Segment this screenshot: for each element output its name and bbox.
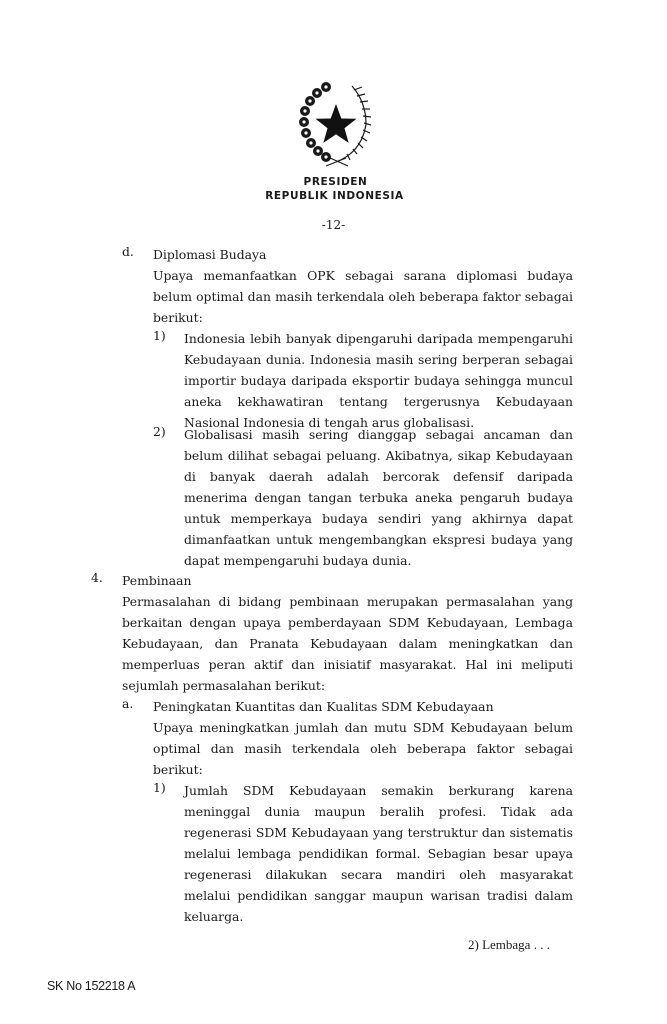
paragraph-line: berkaitan dengan upaya pemberdayaan SDM Kebudayaan, Lembaga: [122, 615, 573, 630]
presidential-star-emblem-icon: [296, 80, 376, 170]
paragraph-line: Indonesia lebih banyak dipengaruhi daripada mempengaruhi: [184, 331, 573, 346]
list-item: [184, 424, 573, 571]
paragraph-line: berikut:: [153, 310, 203, 325]
list-item-marker: 1): [153, 328, 166, 343]
paragraph-line: Kebudayaan, dan Pranata Kebudayaan dalam meningkatkan dan: [122, 636, 573, 651]
paragraph-line: belum optimal dan masih terkendala oleh beberapa faktor sebagai: [153, 289, 573, 304]
paragraph-line: Upaya meningkatkan jumlah dan mutu SDM Kebudayaan belum: [153, 720, 573, 735]
paragraph-line: memperluas peran aktif dan inisiatif masyarakat. Hal ini meliputi: [122, 657, 573, 672]
list-item: [184, 780, 573, 927]
paragraph-line: sejumlah permasalahan berikut:: [122, 678, 326, 693]
list-item-marker: 1): [153, 780, 166, 795]
document-code: SK No 152218 A: [47, 979, 136, 993]
section-4-title: Pembinaan: [122, 573, 192, 588]
paragraph-line: importir budaya daripada eksportir budaya sehingga muncul: [184, 373, 573, 388]
paragraph-line: melalui lembaga pendidikan formal. Sebagian besar upaya: [184, 846, 573, 861]
paragraph-line: melalui pendidikan sanggar maupun warisan tradisi dalam: [184, 888, 573, 903]
paragraph-line: aneka kekhawatiran tentang tergerusnya Kebudayaan: [184, 394, 573, 409]
paragraph-line: regenerasi SDM Kebudayaan yang terstruktur dan sistematis: [184, 825, 573, 840]
page-number: -12-: [321, 218, 346, 232]
paragraph-line: dimanfaatkan untuk mengembangkan ekspresi budaya yang: [184, 532, 573, 547]
subsection-a-marker: a.: [122, 696, 134, 711]
section-4: [122, 570, 573, 696]
paragraph-line: Upaya memanfaatkan OPK sebagai sarana diplomasi budaya: [153, 268, 573, 283]
list-item-marker: 2): [153, 424, 166, 439]
paragraph-line: di banyak daerah adalah bercorak defensif daripada: [184, 469, 573, 484]
section-4-marker: 4.: [91, 570, 103, 585]
paragraph-line: Jumlah SDM Kebudayaan semakin berkurang karena: [184, 783, 573, 798]
header-title-republik: REPUBLIK INDONESIA: [265, 190, 404, 202]
paragraph-line: keluarga.: [184, 909, 244, 924]
paragraph-line: belum dilihat sebagai peluang. Akibatnya, sikap Kebudayaan: [184, 448, 573, 463]
header-title-presiden: PRESIDEN: [303, 176, 368, 188]
paragraph-line: meninggal dunia maupun beralih profesi. Tidak ada: [184, 804, 573, 819]
paragraph-line: Globalisasi masih sering dianggap sebagai ancaman dan: [184, 427, 573, 442]
paragraph-line: Kebudayaan dunia. Indonesia masih sering berperan sebagai: [184, 352, 573, 367]
paragraph-line: berikut:: [153, 762, 203, 777]
paragraph-line: Nasional Indonesia di tengah arus globalisasi.: [184, 415, 475, 430]
paragraph-line: untuk memperkaya budaya sendiri yang akhirnya dapat: [184, 511, 573, 526]
paragraph-line: optimal dan masih terkendala oleh beberapa faktor sebagai: [153, 741, 573, 756]
section-d-title: Diplomasi Budaya: [153, 247, 267, 262]
section-d-marker: d.: [122, 244, 134, 259]
paragraph-line: menerima dengan tangan terbuka aneka pengaruh budaya: [184, 490, 573, 505]
list-item: [184, 328, 573, 433]
section-d: [153, 244, 573, 328]
paragraph-line: dapat mempengaruhi budaya dunia.: [184, 553, 412, 568]
subsection-a: [153, 696, 573, 780]
subsection-a-title: Peningkatan Kuantitas dan Kualitas SDM Kebudayaan: [153, 699, 494, 714]
continuation-text: 2) Lembaga . . .: [468, 937, 550, 952]
paragraph-line: regenerasi dilakukan secara mandiri oleh masyarakat: [184, 867, 573, 882]
paragraph-line: Permasalahan di bidang pembinaan merupakan permasalahan yang: [122, 594, 573, 609]
